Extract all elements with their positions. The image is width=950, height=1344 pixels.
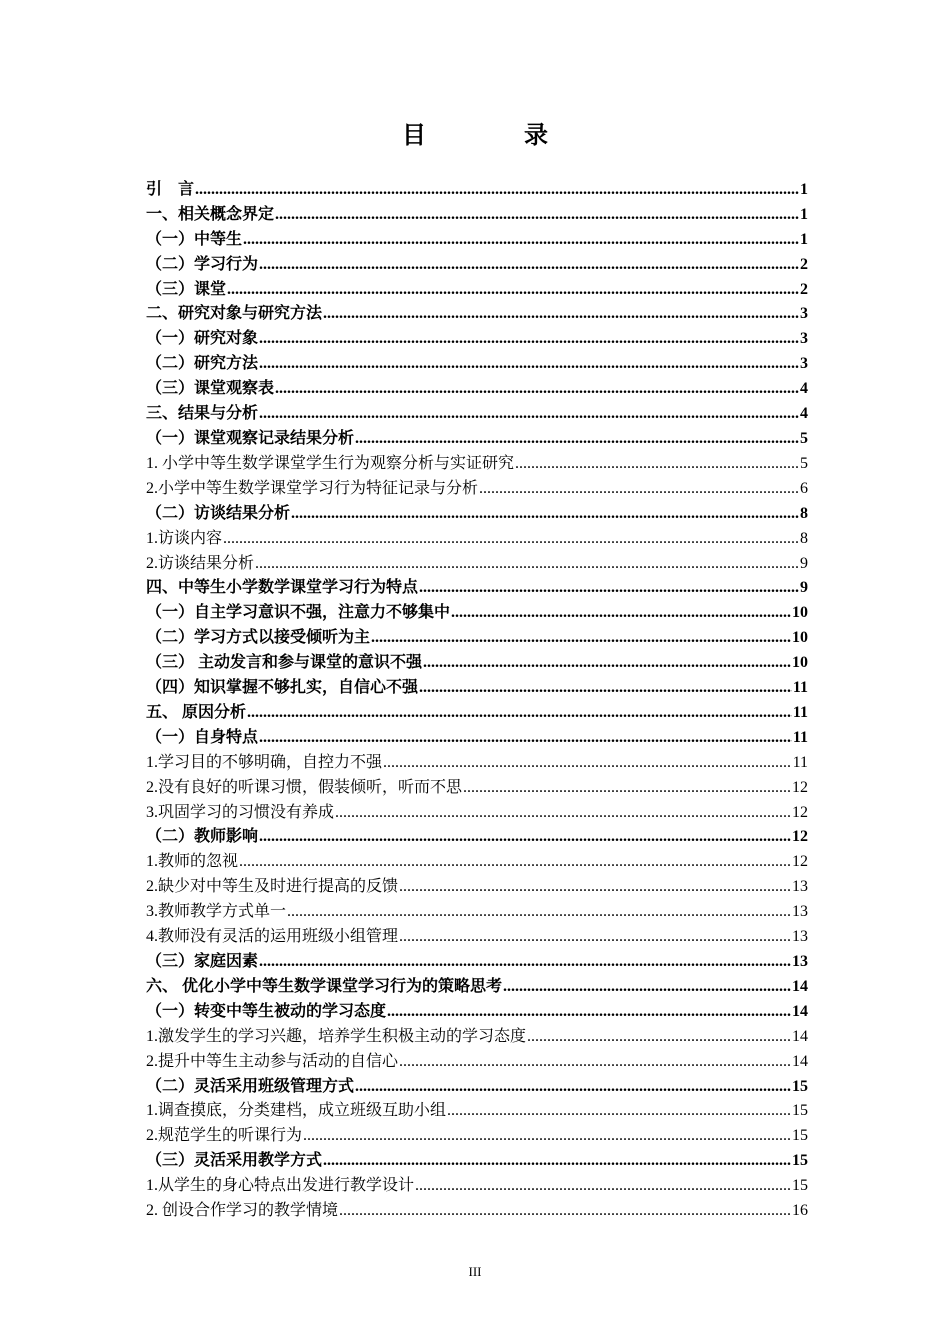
toc-dot-leader	[259, 952, 791, 972]
toc-dot-leader	[527, 1027, 791, 1047]
toc-entry-title: （三）灵活采用教学方式	[146, 1152, 323, 1170]
toc-entry-title: （四）知识掌握不够扎实，自信心不强	[146, 679, 419, 697]
toc-entry[interactable]	[146, 424, 808, 449]
toc-entry[interactable]	[146, 1047, 808, 1072]
toc-entry-page-number: 4	[800, 380, 808, 398]
toc-entry-page-number: 3	[800, 355, 808, 373]
toc-entry-title: （二）学习方式以接受倾听为主	[146, 629, 371, 647]
toc-entry-title: （二）学习行为	[146, 255, 259, 273]
toc-entry-title: 3.教师教学方式单一	[146, 903, 287, 921]
toc-dot-leader	[259, 329, 799, 349]
toc-entry[interactable]	[146, 748, 808, 773]
toc-entry[interactable]	[146, 449, 808, 474]
toc-entry-page-number: 11	[792, 703, 808, 721]
toc-entry-title: （二）研究方法	[146, 355, 259, 373]
toc-entry-page-number: 14	[792, 1027, 808, 1045]
toc-dot-leader	[423, 653, 791, 673]
toc-entry-title: 1.学习目的不够明确，自控力不强	[146, 753, 383, 771]
toc-entry-title: （一）中等生	[146, 230, 243, 248]
toc-entry-page-number: 5	[800, 429, 808, 447]
toc-entry-title: 2.提升中等生主动参与活动的自信心	[146, 1052, 399, 1070]
toc-entry[interactable]	[146, 922, 808, 947]
toc-entry-page-number: 11	[792, 728, 808, 746]
toc-entry-page-number: 1	[800, 230, 808, 248]
toc-dot-leader	[339, 1201, 791, 1221]
toc-dot-leader	[451, 603, 791, 623]
toc-entry-page-number: 9	[800, 554, 808, 572]
toc-entry[interactable]	[146, 349, 808, 374]
toc-entry-page-number: 1	[800, 205, 808, 223]
toc-dot-leader	[419, 678, 792, 698]
toc-entry[interactable]	[146, 574, 808, 599]
toc-entry-page-number: 2	[800, 255, 808, 273]
toc-dot-leader	[247, 703, 792, 723]
toc-entry-page-number: 1	[800, 180, 808, 198]
toc-entry-page-number: 15	[792, 1077, 808, 1095]
toc-entry-page-number: 14	[792, 977, 808, 995]
toc-entry-title: 3.巩固学习的习惯没有养成	[146, 803, 335, 821]
toc-entry-title: 三、结果与分析	[146, 405, 259, 423]
toc-entry[interactable]	[146, 524, 808, 549]
toc-entry[interactable]	[146, 872, 808, 897]
toc-dot-leader	[335, 803, 791, 823]
toc-entry-page-number: 13	[792, 953, 808, 970]
toc-dot-leader	[259, 255, 799, 275]
toc-entry-page-number: 13	[792, 903, 808, 921]
toc-entry-title: 2. 创设合作学习的教学情境	[146, 1202, 339, 1220]
toc-entry-title: 1.激发学生的学习兴趣，培养学生积极主动的学习态度	[146, 1027, 527, 1045]
toc-entry[interactable]	[146, 499, 808, 524]
toc-entry-page-number: 8	[800, 529, 808, 547]
toc-dot-leader	[355, 1077, 791, 1097]
toc-dot-leader	[503, 977, 791, 997]
toc-entry-title: （三）课堂观察表	[146, 380, 275, 398]
toc-entry[interactable]	[146, 399, 808, 424]
toc-entry-page-number: 10	[792, 604, 808, 622]
toc-entry-title: 4.教师没有灵活的运用班级小组管理	[146, 928, 399, 946]
toc-entry-title: 1.教师的忽视	[146, 853, 239, 871]
toc-entry[interactable]	[146, 225, 808, 250]
toc-entry-page-number: 10	[792, 629, 808, 647]
toc-entry[interactable]	[146, 1072, 808, 1097]
toc-entry-title: 2.访谈结果分析	[146, 554, 255, 572]
toc-entry[interactable]	[146, 798, 808, 823]
toc-dot-leader	[419, 578, 799, 598]
toc-entry[interactable]	[146, 1097, 808, 1122]
toc-entry[interactable]	[146, 374, 808, 399]
toc-dot-leader	[291, 504, 799, 524]
page-number-footer: III	[468, 1264, 482, 1279]
toc-entry-title: 1. 小学中等生数学课堂学生行为观察分析与实证研究	[146, 454, 515, 472]
toc-entry[interactable]	[146, 648, 808, 673]
toc-entry-title: 二、研究对象与研究方法	[146, 305, 323, 323]
toc-entry-page-number: 8	[800, 504, 808, 522]
toc-dot-leader	[415, 1176, 791, 1196]
toc-entry[interactable]	[146, 823, 808, 848]
toc-dot-leader	[399, 1052, 791, 1072]
toc-title: 目 录	[402, 123, 594, 149]
toc-entry-title: 2.缺少对中等生及时进行提高的反馈	[146, 878, 399, 896]
toc-entry[interactable]	[146, 723, 808, 748]
toc-entry-page-number: 12	[792, 803, 808, 821]
toc-dot-leader	[243, 230, 799, 250]
toc-entry-title: 一、相关概念界定	[146, 205, 275, 223]
toc-entry-title: （二）教师影响	[146, 828, 259, 846]
toc-entry[interactable]	[146, 200, 808, 225]
toc-dot-leader	[323, 304, 799, 324]
toc-dot-leader	[371, 628, 791, 648]
toc-entry-page-number: 12	[792, 828, 808, 846]
toc-dot-leader	[479, 479, 799, 499]
toc-dot-leader	[275, 205, 799, 225]
toc-entry[interactable]	[146, 698, 808, 723]
toc-entry-page-number: 3	[800, 305, 808, 323]
toc-entry-title: 引 言	[146, 180, 195, 198]
toc-dot-leader	[287, 902, 791, 922]
toc-entry[interactable]	[146, 1196, 808, 1221]
toc-entry-title: 1.从学生的身心特点出发进行教学设计	[146, 1177, 415, 1195]
toc-entry[interactable]	[146, 1121, 808, 1146]
toc-dot-leader	[463, 778, 791, 798]
toc-entry-title: （二）灵活采用班级管理方式	[146, 1077, 355, 1095]
toc-dot-leader	[323, 1151, 791, 1171]
toc-entry-title: （三）课堂	[146, 280, 227, 298]
toc-entry-title: （一）课堂观察记录结果分析	[146, 429, 355, 447]
toc-dot-leader	[223, 529, 799, 549]
toc-dot-leader	[387, 1002, 791, 1022]
toc-entry-page-number: 4	[800, 405, 808, 423]
toc-entry-title: 1.调查摸底，分类建档，成立班级互助小组	[146, 1102, 447, 1120]
toc-entry-title: 1.访谈内容	[146, 529, 223, 547]
toc-entry-title: （三）家庭因素	[146, 953, 259, 970]
toc-entry-title: 四、中等生小学数学课堂学习行为特点	[146, 579, 419, 597]
toc-dot-leader	[515, 454, 799, 474]
toc-dot-leader	[259, 404, 799, 424]
toc-entry-page-number: 13	[792, 928, 808, 946]
toc-entry-page-number: 14	[792, 1052, 808, 1070]
toc-entry[interactable]	[146, 972, 808, 997]
toc-entry-page-number: 11	[792, 753, 808, 771]
toc-entry[interactable]	[146, 175, 808, 200]
toc-entry-title: 2.小学中等生数学课堂学习行为特征记录与分析	[146, 479, 479, 497]
toc-entry[interactable]	[146, 1171, 808, 1196]
toc-entry[interactable]	[146, 847, 808, 872]
toc-dot-leader	[259, 827, 791, 847]
toc-entry-page-number: 15	[792, 1152, 808, 1170]
toc-entry-page-number: 11	[792, 679, 808, 697]
toc-entry-page-number: 5	[800, 454, 808, 472]
toc-entry[interactable]	[146, 598, 808, 623]
toc-dot-leader	[259, 354, 799, 374]
toc-dot-leader	[355, 429, 799, 449]
toc-entry[interactable]	[146, 549, 808, 574]
toc-entry-page-number: 2	[800, 280, 808, 298]
toc-entry-page-number: 15	[792, 1177, 808, 1195]
toc-entry-title: 2.规范学生的听课行为	[146, 1127, 303, 1145]
table-of-contents	[146, 175, 808, 1221]
toc-entry-page-number: 12	[792, 778, 808, 796]
toc-dot-leader	[383, 753, 792, 773]
toc-entry[interactable]	[146, 673, 808, 698]
toc-entry[interactable]	[146, 623, 808, 648]
toc-dot-leader	[195, 180, 799, 200]
toc-entry[interactable]	[146, 1022, 808, 1047]
toc-entry[interactable]	[146, 300, 808, 325]
toc-dot-leader	[447, 1101, 791, 1121]
toc-entry-title: （一）研究对象	[146, 330, 259, 348]
toc-entry-title: （二）访谈结果分析	[146, 504, 291, 522]
toc-entry-title: （三） 主动发言和参与课堂的意识不强	[146, 654, 423, 672]
toc-entry-page-number: 6	[800, 479, 808, 497]
toc-entry[interactable]	[146, 275, 808, 300]
toc-entry-page-number: 15	[792, 1127, 808, 1145]
toc-entry-page-number: 9	[800, 579, 808, 597]
toc-entry-title: 六、 优化小学中等生数学课堂学习行为的策略思考	[146, 977, 503, 995]
toc-dot-leader	[259, 728, 792, 748]
toc-entry[interactable]	[146, 897, 808, 922]
toc-entry-title: （一）转变中等生被动的学习态度	[146, 1002, 387, 1020]
toc-entry[interactable]	[146, 324, 808, 349]
toc-entry-page-number: 16	[792, 1202, 808, 1220]
toc-dot-leader	[303, 1126, 791, 1146]
toc-entry-page-number: 3	[800, 330, 808, 348]
toc-entry[interactable]	[146, 773, 808, 798]
toc-entry[interactable]	[146, 947, 808, 972]
toc-entry-page-number: 14	[792, 1002, 808, 1020]
toc-entry[interactable]	[146, 474, 808, 499]
toc-dot-leader	[227, 280, 799, 300]
toc-entry-page-number: 10	[792, 654, 808, 672]
toc-entry-title: （一）自主学习意识不强，注意力不够集中	[146, 604, 451, 622]
toc-entry-title: （一）自身特点	[146, 728, 259, 746]
toc-entry-page-number: 12	[792, 853, 808, 871]
toc-entry[interactable]	[146, 997, 808, 1022]
toc-entry-page-number: 13	[792, 878, 808, 896]
toc-dot-leader	[399, 877, 791, 897]
toc-entry-title: 2.没有良好的听课习惯，假装倾听，听而不思	[146, 778, 463, 796]
toc-entry[interactable]	[146, 250, 808, 275]
toc-dot-leader	[275, 379, 799, 399]
toc-dot-leader	[239, 852, 791, 872]
toc-entry-page-number: 15	[792, 1102, 808, 1120]
toc-dot-leader	[399, 927, 791, 947]
toc-entry-title: 五、 原因分析	[146, 703, 247, 721]
toc-dot-leader	[255, 554, 799, 574]
toc-entry[interactable]	[146, 1146, 808, 1171]
